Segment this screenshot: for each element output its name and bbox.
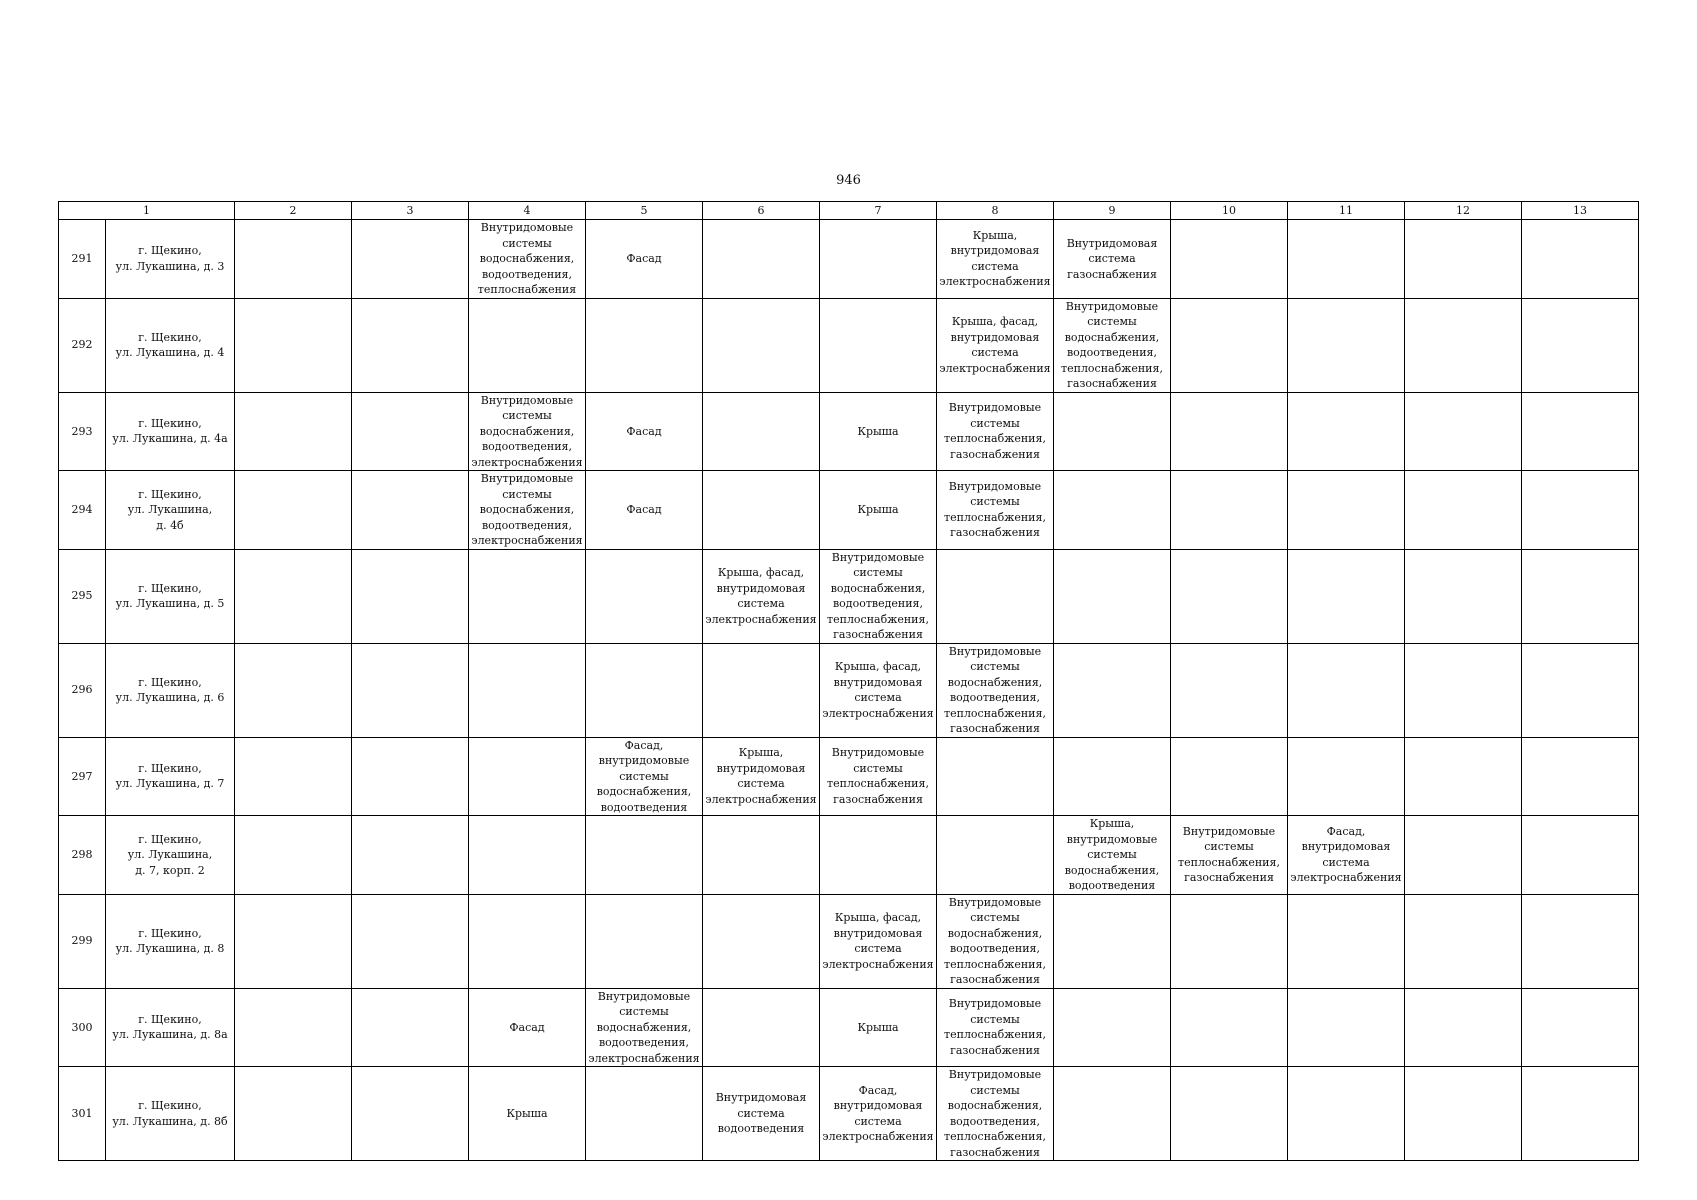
work-cell-col-6 <box>703 988 820 1067</box>
work-cell-col-5: Внутридомовые системы водоснабжения, водоотведения, электроснабжения <box>586 988 703 1067</box>
work-cell-col-5 <box>586 549 703 643</box>
table-row <box>59 1067 1639 1161</box>
work-cell-col-9 <box>1054 392 1171 471</box>
address-cell: г. Щекино, ул. Лукашина, д. 6 <box>106 643 235 737</box>
work-cell-col-12 <box>1405 220 1522 299</box>
column-header: 9 <box>1054 202 1171 220</box>
address-cell: г. Щекино, ул. Лукашина, д. 8б <box>106 1067 235 1161</box>
work-cell-col-7: Крыша <box>820 392 937 471</box>
work-cell-col-7: Крыша <box>820 988 937 1067</box>
work-cell-col-12 <box>1405 298 1522 392</box>
work-cell-col-5 <box>586 298 703 392</box>
work-cell-col-10 <box>1171 392 1288 471</box>
work-cell-col-5: Фасад <box>586 471 703 550</box>
table-row <box>59 894 1639 988</box>
work-cell-col-9: Внутридомовые системы водоснабжения, водоотведения, теплоснабжения, газоснабжения <box>1054 298 1171 392</box>
work-cell-col-9 <box>1054 894 1171 988</box>
address-cell: г. Щекино, ул. Лукашина, д. 4б <box>106 471 235 550</box>
work-cell-col-6 <box>703 816 820 895</box>
work-cell-col-12 <box>1405 1067 1522 1161</box>
work-cell-col-4 <box>469 298 586 392</box>
row-number: 296 <box>59 643 106 737</box>
work-cell-col-13 <box>1522 894 1639 988</box>
address-cell: г. Щекино, ул. Лукашина, д. 4 <box>106 298 235 392</box>
table-row <box>59 816 1639 895</box>
column-header: 11 <box>1288 202 1405 220</box>
work-cell-col-4 <box>469 737 586 816</box>
work-cell-col-11 <box>1288 549 1405 643</box>
column-header: 1 <box>59 202 235 220</box>
work-cell-col-8 <box>937 816 1054 895</box>
work-cell-col-5: Фасад <box>586 220 703 299</box>
work-cell-col-6: Крыша, фасад, внутридомовая система электроснабжения <box>703 549 820 643</box>
work-cell-col-11 <box>1288 220 1405 299</box>
work-cell-col-4 <box>469 643 586 737</box>
work-cell-col-3 <box>352 549 469 643</box>
table-row <box>59 220 1639 299</box>
work-cell-col-12 <box>1405 471 1522 550</box>
work-cell-col-12 <box>1405 894 1522 988</box>
work-cell-col-5 <box>586 1067 703 1161</box>
work-cell-col-5 <box>586 816 703 895</box>
row-number: 299 <box>59 894 106 988</box>
column-header: 13 <box>1522 202 1639 220</box>
work-cell-col-12 <box>1405 816 1522 895</box>
work-cell-col-8 <box>937 549 1054 643</box>
work-cell-col-10 <box>1171 988 1288 1067</box>
work-cell-col-6 <box>703 471 820 550</box>
work-cell-col-3 <box>352 737 469 816</box>
work-cell-col-5: Фасад, внутридомовые системы водоснабжения, водоотведения <box>586 737 703 816</box>
work-cell-col-13 <box>1522 1067 1639 1161</box>
column-header: 10 <box>1171 202 1288 220</box>
address-cell: г. Щекино, ул. Лукашина, д. 5 <box>106 549 235 643</box>
work-cell-col-2 <box>235 894 352 988</box>
work-cell-col-9: Крыша, внутридомовые системы водоснабжения, водоотведения <box>1054 816 1171 895</box>
row-number: 292 <box>59 298 106 392</box>
work-cell-col-5: Фасад <box>586 392 703 471</box>
work-cell-col-11 <box>1288 298 1405 392</box>
row-number: 297 <box>59 737 106 816</box>
work-cell-col-11 <box>1288 1067 1405 1161</box>
work-cell-col-13 <box>1522 643 1639 737</box>
work-cell-col-3 <box>352 220 469 299</box>
column-header: 5 <box>586 202 703 220</box>
row-number: 300 <box>59 988 106 1067</box>
row-number: 295 <box>59 549 106 643</box>
work-cell-col-2 <box>235 988 352 1067</box>
column-header: 7 <box>820 202 937 220</box>
work-cell-col-8: Внутридомовые системы водоснабжения, водоотведения, теплоснабжения, газоснабжения <box>937 894 1054 988</box>
work-cell-col-11 <box>1288 643 1405 737</box>
work-cell-col-4: Внутридомовые системы водоснабжения, водоотведения, электроснабжения <box>469 471 586 550</box>
work-cell-col-5 <box>586 894 703 988</box>
work-cell-col-8: Внутридомовые системы теплоснабжения, газоснабжения <box>937 471 1054 550</box>
row-number: 294 <box>59 471 106 550</box>
work-cell-col-12 <box>1405 549 1522 643</box>
work-cell-col-6: Внутридомовая система водоотведения <box>703 1067 820 1161</box>
work-cell-col-2 <box>235 737 352 816</box>
work-cell-col-3 <box>352 894 469 988</box>
work-cell-col-13 <box>1522 471 1639 550</box>
work-cell-col-2 <box>235 298 352 392</box>
table-row <box>59 392 1639 471</box>
address-cell: г. Щекино, ул. Лукашина, д. 8а <box>106 988 235 1067</box>
work-cell-col-12 <box>1405 643 1522 737</box>
work-cell-col-2 <box>235 220 352 299</box>
table-row <box>59 549 1639 643</box>
work-cell-col-4: Крыша <box>469 1067 586 1161</box>
work-cell-col-3 <box>352 471 469 550</box>
work-cell-col-2 <box>235 471 352 550</box>
work-cell-col-10 <box>1171 737 1288 816</box>
column-header: 2 <box>235 202 352 220</box>
work-cell-col-7 <box>820 816 937 895</box>
work-cell-col-10 <box>1171 894 1288 988</box>
work-cell-col-7: Внутридомовые системы теплоснабжения, газоснабжения <box>820 737 937 816</box>
work-cell-col-9 <box>1054 988 1171 1067</box>
work-cell-col-11 <box>1288 392 1405 471</box>
work-cell-col-11 <box>1288 471 1405 550</box>
work-cell-col-2 <box>235 549 352 643</box>
work-cell-col-8: Внутридомовые системы теплоснабжения, газоснабжения <box>937 392 1054 471</box>
work-cell-col-2 <box>235 392 352 471</box>
work-cell-col-12 <box>1405 988 1522 1067</box>
column-header: 8 <box>937 202 1054 220</box>
column-header: 3 <box>352 202 469 220</box>
work-cell-col-13 <box>1522 816 1639 895</box>
work-cell-col-13 <box>1522 988 1639 1067</box>
column-header: 12 <box>1405 202 1522 220</box>
address-cell: г. Щекино, ул. Лукашина, д. 7 <box>106 737 235 816</box>
work-cell-col-2 <box>235 816 352 895</box>
table-row <box>59 298 1639 392</box>
work-cell-col-8: Крыша, внутридомовая система электроснабжения <box>937 220 1054 299</box>
work-cell-col-12 <box>1405 737 1522 816</box>
work-cell-col-3 <box>352 988 469 1067</box>
work-cell-col-9 <box>1054 737 1171 816</box>
work-cell-col-10 <box>1171 220 1288 299</box>
row-number: 301 <box>59 1067 106 1161</box>
work-cell-col-7: Фасад, внутридомовая система электроснабжения <box>820 1067 937 1161</box>
address-cell: г. Щекино, ул. Лукашина, д. 8 <box>106 894 235 988</box>
row-number: 293 <box>59 392 106 471</box>
work-cell-col-3 <box>352 816 469 895</box>
page-number: 946 <box>836 173 861 188</box>
work-cell-col-6: Крыша, внутридомовая система электроснабжения <box>703 737 820 816</box>
row-number: 298 <box>59 816 106 895</box>
work-cell-col-7: Крыша <box>820 471 937 550</box>
work-cell-col-9 <box>1054 1067 1171 1161</box>
column-header: 6 <box>703 202 820 220</box>
work-cell-col-2 <box>235 1067 352 1161</box>
work-cell-col-13 <box>1522 220 1639 299</box>
work-cell-col-7: Внутридомовые системы водоснабжения, водоотведения, теплоснабжения, газоснабжения <box>820 549 937 643</box>
work-cell-col-10 <box>1171 1067 1288 1161</box>
address-cell: г. Щекино, ул. Лукашина, д. 7, корп. 2 <box>106 816 235 895</box>
column-header: 4 <box>469 202 586 220</box>
work-cell-col-3 <box>352 392 469 471</box>
work-cell-col-9: Внутридомовая система газоснабжения <box>1054 220 1171 299</box>
work-cell-col-4: Внутридомовые системы водоснабжения, водоотведения, теплоснабжения <box>469 220 586 299</box>
work-cell-col-4: Фасад <box>469 988 586 1067</box>
work-cell-col-10: Внутридомовые системы теплоснабжения, газоснабжения <box>1171 816 1288 895</box>
work-cell-col-11 <box>1288 894 1405 988</box>
work-cell-col-6 <box>703 220 820 299</box>
work-cell-col-7: Крыша, фасад, внутридомовая система электроснабжения <box>820 643 937 737</box>
work-cell-col-11 <box>1288 737 1405 816</box>
work-cell-col-10 <box>1171 643 1288 737</box>
address-cell: г. Щекино, ул. Лукашина, д. 4а <box>106 392 235 471</box>
work-cell-col-3 <box>352 298 469 392</box>
work-cell-col-11: Фасад, внутридомовая система электроснабжения <box>1288 816 1405 895</box>
work-cell-col-13 <box>1522 549 1639 643</box>
work-cell-col-8: Внутридомовые системы водоснабжения, водоотведения, теплоснабжения, газоснабжения <box>937 643 1054 737</box>
work-cell-col-10 <box>1171 471 1288 550</box>
table-row <box>59 471 1639 550</box>
work-cell-col-7 <box>820 220 937 299</box>
work-cell-col-13 <box>1522 392 1639 471</box>
column-number-header-row <box>59 202 1639 220</box>
work-cell-col-7: Крыша, фасад, внутридомовая система электроснабжения <box>820 894 937 988</box>
work-cell-col-12 <box>1405 392 1522 471</box>
work-cell-col-6 <box>703 894 820 988</box>
row-number: 291 <box>59 220 106 299</box>
table-row <box>59 643 1639 737</box>
work-cell-col-4 <box>469 816 586 895</box>
work-cell-col-13 <box>1522 737 1639 816</box>
work-cell-col-10 <box>1171 298 1288 392</box>
repair-schedule-table <box>58 201 1639 1161</box>
work-cell-col-8 <box>937 737 1054 816</box>
work-cell-col-4: Внутридомовые системы водоснабжения, водоотведения, электроснабжения <box>469 392 586 471</box>
work-cell-col-5 <box>586 643 703 737</box>
work-cell-col-3 <box>352 1067 469 1161</box>
table-row <box>59 988 1639 1067</box>
work-cell-col-8: Внутридомовые системы водоснабжения, водоотведения, теплоснабжения, газоснабжения <box>937 1067 1054 1161</box>
work-cell-col-4 <box>469 549 586 643</box>
work-cell-col-6 <box>703 392 820 471</box>
work-cell-col-9 <box>1054 549 1171 643</box>
work-cell-col-2 <box>235 643 352 737</box>
work-cell-col-9 <box>1054 643 1171 737</box>
work-cell-col-8: Внутридомовые системы теплоснабжения, газоснабжения <box>937 988 1054 1067</box>
work-cell-col-13 <box>1522 298 1639 392</box>
work-cell-col-9 <box>1054 471 1171 550</box>
work-cell-col-11 <box>1288 988 1405 1067</box>
work-cell-col-4 <box>469 894 586 988</box>
work-cell-col-7 <box>820 298 937 392</box>
work-cell-col-6 <box>703 298 820 392</box>
work-cell-col-3 <box>352 643 469 737</box>
work-cell-col-10 <box>1171 549 1288 643</box>
work-cell-col-6 <box>703 643 820 737</box>
work-cell-col-8: Крыша, фасад, внутридомовая система электроснабжения <box>937 298 1054 392</box>
address-cell: г. Щекино, ул. Лукашина, д. 3 <box>106 220 235 299</box>
table-row <box>59 737 1639 816</box>
